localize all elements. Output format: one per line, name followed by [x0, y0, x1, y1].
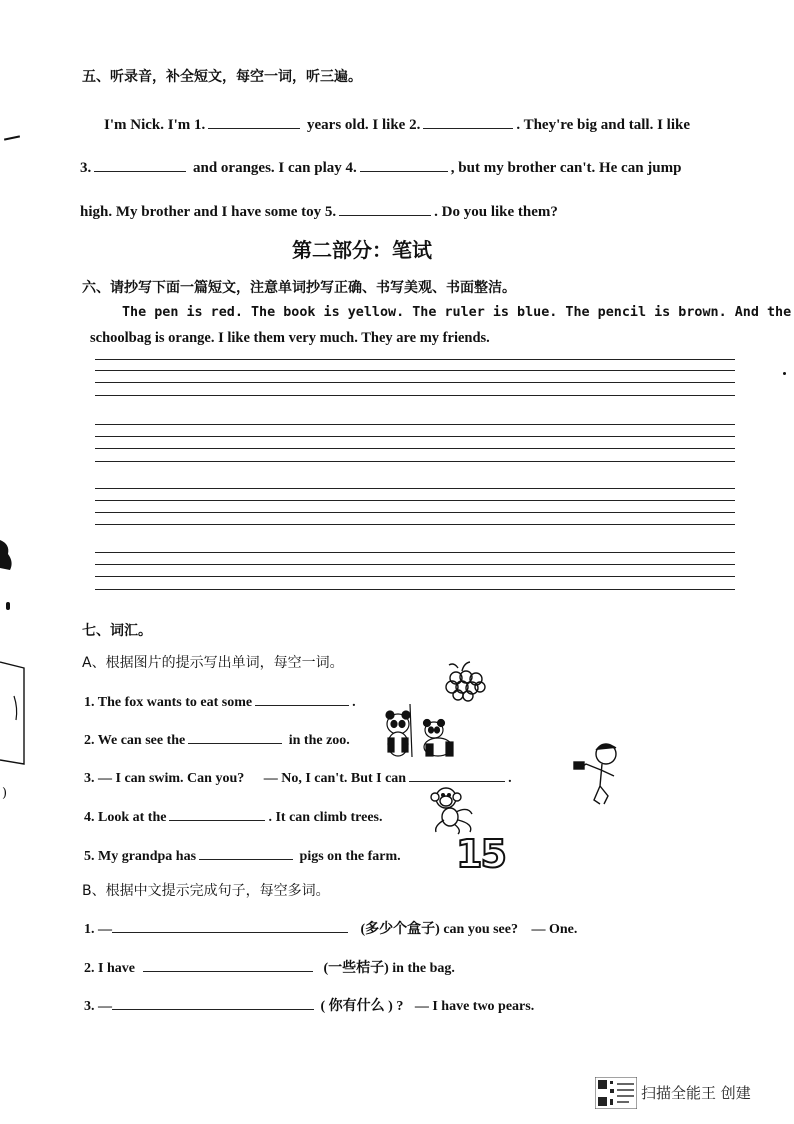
line3-text-a: high. My brother and I have some toy 5.: [80, 204, 337, 220]
a5-blank[interactable]: [199, 845, 293, 860]
b-item-1: [84, 918, 577, 938]
a4-end: . It can climb trees.: [268, 810, 383, 825]
line1-text-a: I'm Nick. I'm 1.: [104, 117, 206, 133]
b1-blank[interactable]: [112, 918, 348, 933]
line2-text-b: and oranges. I can play 4.: [193, 160, 357, 176]
line2-text-a: 3.: [80, 160, 92, 176]
scan-mark: [4, 135, 20, 140]
a4-text: 4. Look at the: [84, 810, 167, 825]
a1-text: 1. The fox wants to eat some: [84, 695, 253, 710]
a-item-1: [84, 691, 356, 711]
b3-blank[interactable]: [112, 995, 314, 1010]
a4-blank[interactable]: [169, 806, 265, 821]
b2-blank[interactable]: [143, 957, 313, 972]
b1-text-b: (多少个盒子) can you see?: [360, 922, 518, 937]
blank-2[interactable]: [423, 114, 513, 129]
b-item-3: [84, 995, 534, 1015]
section5-line3: [80, 201, 558, 221]
a5-text: 5. My grandpa has: [84, 849, 197, 864]
monkey-icon: [428, 784, 478, 836]
section5-heading: 五、听录音，补全短文，每空一词，听三遍。: [82, 69, 362, 85]
b1-text-c: — One.: [531, 922, 578, 937]
scan-blot: [0, 538, 18, 572]
section5-line1: [104, 114, 690, 134]
partB-heading: B、根据中文提示完成句子，每空多词。: [82, 883, 330, 899]
b1-text-a: 1. —: [84, 922, 112, 937]
a-item-4: [84, 806, 383, 826]
a-item-5: [84, 845, 401, 865]
a3-end: .: [508, 771, 512, 786]
scan-paren: ): [2, 786, 8, 801]
number-15-picture: 15: [456, 832, 505, 876]
panda-icon: [382, 702, 458, 760]
section6-heading: 六、请抄写下面一篇短文，注意单词抄写正确、书写美观、书面整洁。: [82, 280, 516, 296]
a2-blank[interactable]: [188, 729, 282, 744]
passage-line2: schoolbag is orange. I like them very much. They are my friends.: [90, 330, 490, 346]
section5-line2: [80, 157, 681, 177]
a3-text-b: — No, I can't. But I can: [263, 771, 407, 786]
a3-blank[interactable]: [409, 767, 505, 782]
scan-dot: [6, 602, 10, 610]
b-item-2: [84, 957, 455, 977]
b2-text-a: 2. I have: [84, 961, 135, 976]
b3-text-c: — I have two pears.: [414, 999, 535, 1014]
a1-end: .: [352, 695, 356, 710]
blank-1[interactable]: [208, 114, 300, 129]
part2-title: 第二部分：笔试: [292, 238, 432, 262]
a5-end: pigs on the farm.: [299, 849, 401, 864]
blank-3[interactable]: [94, 157, 186, 172]
blank-5[interactable]: [339, 201, 431, 216]
a2-end: in the zoo.: [288, 733, 350, 748]
boy-jumping-icon: [570, 738, 626, 810]
a2-text: 2. We can see the: [84, 733, 186, 748]
b2-text-b: (一些桔子) in the bag.: [323, 961, 455, 976]
line3-text-b: . Do you like them?: [434, 204, 558, 220]
blank-4[interactable]: [360, 157, 448, 172]
a-item-2: [84, 729, 350, 749]
grapes-icon: [440, 660, 488, 702]
b3-text-b: ( 你有什么 ) ?: [320, 999, 404, 1014]
b3-text-a: 3. —: [84, 999, 112, 1014]
partA-heading: A、根据图片的提示写出单词，每空一词。: [82, 655, 344, 671]
section7-heading: 七、词汇。: [82, 623, 152, 639]
scan-dot-right: [783, 372, 786, 375]
scan-edge-box: [0, 660, 30, 770]
passage-line1: The pen is red. The book is yellow. The ruler is blue. The pencil is brown. And the: [122, 305, 792, 320]
line1-text-c: . They're big and tall. I like: [516, 117, 690, 133]
a3-text-a: 3. — I can swim. Can you?: [84, 771, 245, 786]
line2-text-c: , but my brother can't. He can jump: [450, 160, 682, 176]
line1-text-b: years old. I like 2.: [307, 117, 421, 133]
qr-code-icon: [595, 1077, 637, 1109]
footer-text: 扫描全能王 创建: [641, 1084, 751, 1102]
a1-blank[interactable]: [255, 691, 349, 706]
